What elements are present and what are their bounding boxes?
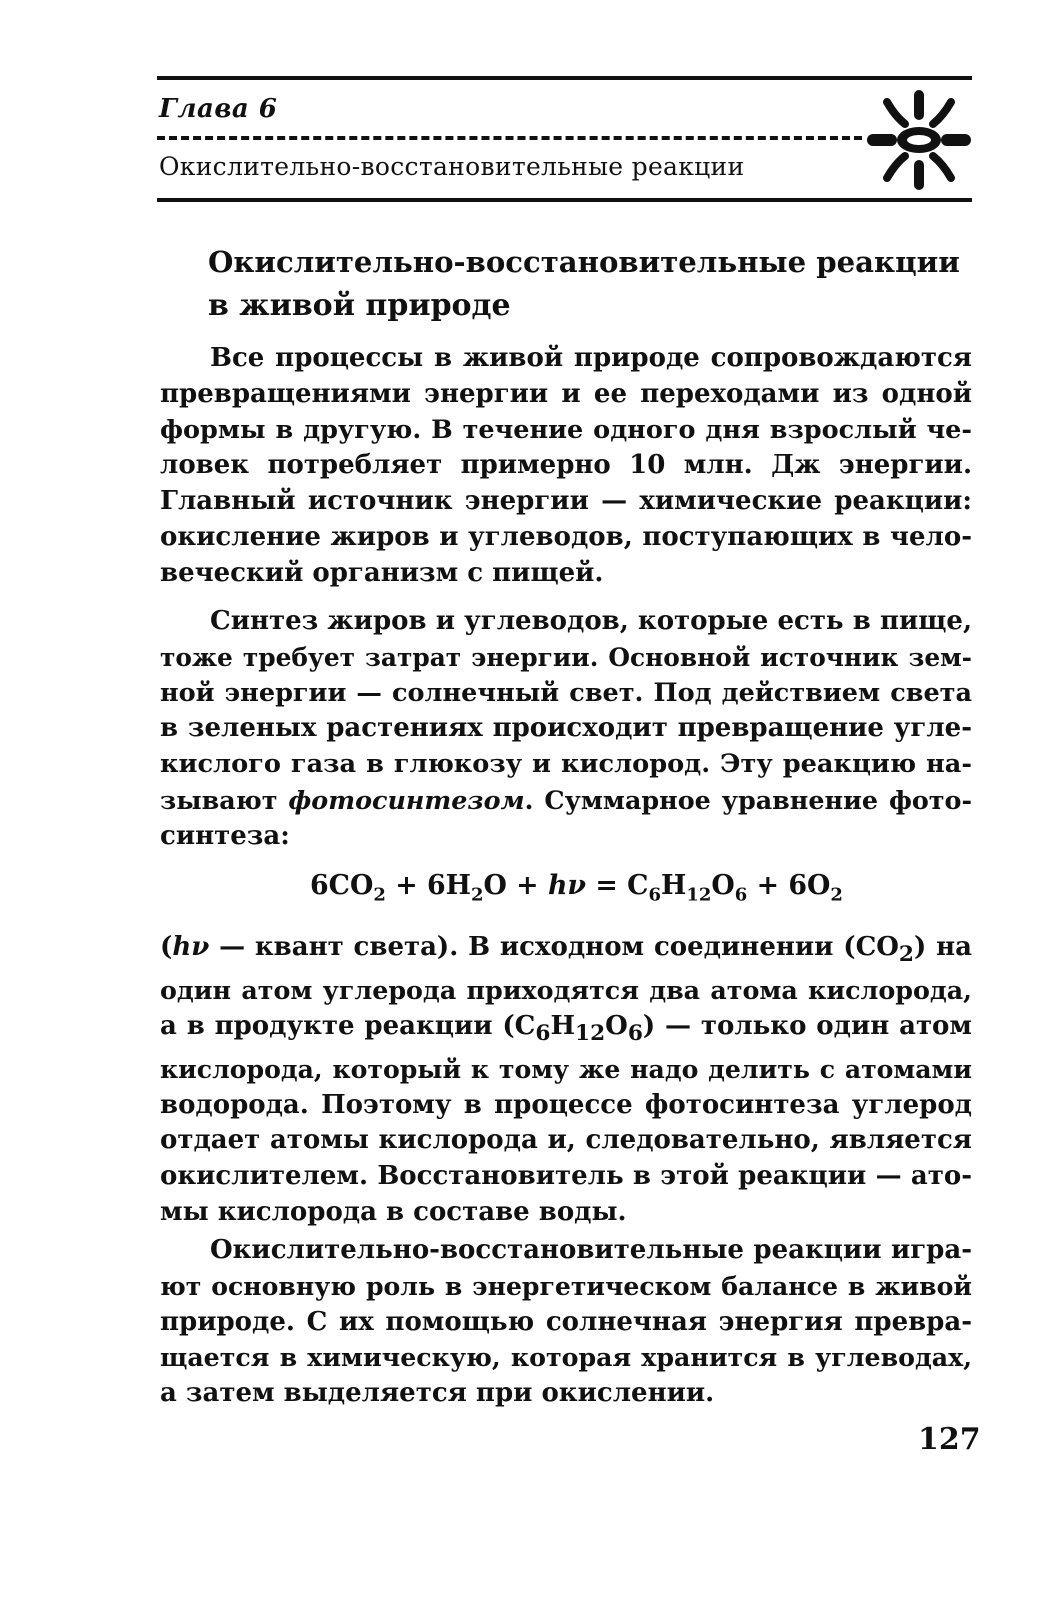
chapter-label: Глава 6 <box>159 94 278 124</box>
text-line <box>160 1009 972 1052</box>
formula-quantum: hν <box>547 870 587 901</box>
text-line: а затем выделяется при окислении. <box>160 1378 715 1409</box>
header-bottom-rule <box>157 198 972 202</box>
formula-subscript: 6 <box>734 884 748 906</box>
text-fragment: H <box>550 1010 576 1041</box>
text-line: формы в другую. В течение одного дня взрослый че- <box>160 414 972 445</box>
text-line: окисление жиров и углеводов, поступающих в чело- <box>160 521 972 552</box>
text-line: мы кислорода в составе воды. <box>160 1196 627 1227</box>
heading-line-2: в живой природе <box>208 288 511 323</box>
text-line: Все процессы в живой природе сопровождаются <box>210 343 972 373</box>
photosynthesis-equation <box>310 870 870 905</box>
formula-part: = C <box>586 870 649 901</box>
section-title: Окислительно-восстановительные реакции <box>159 152 745 181</box>
text-line <box>160 783 972 819</box>
paragraph-3 <box>160 930 972 1231</box>
text-line: ют основную роль в энергетическом балансе в живой <box>160 1270 972 1301</box>
text-fragment: ) — только один атом <box>642 1010 972 1041</box>
header-dashed-rule <box>157 136 862 140</box>
text-line: щается в химическую, которая хранится в углеводах, <box>160 1342 972 1373</box>
formula-part: H <box>661 870 687 901</box>
formula-subscript: 2 <box>830 884 843 906</box>
formula-subscript: 2 <box>898 942 914 968</box>
formula-part: + 6O <box>747 870 831 901</box>
text-line: тоже требует затрат энергии. Основной источник зем- <box>160 642 972 672</box>
formula-subscript: 6 <box>648 884 661 906</box>
text-line: в зеленых растениях происходит превращение угле- <box>160 713 972 744</box>
paragraph-2 <box>160 604 972 855</box>
term-photosynthesis: фотосинтезом <box>288 784 525 815</box>
text-fragment: ) на <box>914 932 972 962</box>
text-line: природе. С их помощью солнечная энергия превра- <box>160 1306 972 1337</box>
text-line: синтеза: <box>160 820 290 851</box>
text-fragment: . Суммарное уравнение фото- <box>524 784 972 815</box>
text-line: ловек потребляет примерно 10 млн. Дж энергии. <box>160 450 972 481</box>
formula-subscript: 2 <box>373 884 386 906</box>
formula-subscript: 2 <box>470 884 484 906</box>
text-line: кислорода, который к тому же надо делить с атомами <box>160 1053 972 1084</box>
formula-part: O <box>711 870 735 901</box>
header-top-rule <box>157 76 972 80</box>
article-heading <box>208 240 968 328</box>
text-line: водорода. Поэтому в процессе фотосинтеза углерод <box>160 1089 972 1120</box>
text-fragment: O <box>605 1010 628 1041</box>
text-line: кислого газа в глюкозу и кислород. Эту реакцию на- <box>160 749 972 780</box>
running-header <box>157 76 972 204</box>
paragraph-4 <box>160 1233 972 1412</box>
formula-subscript: 6 <box>535 1020 551 1046</box>
text-fragment: — квант света). В исходном соединении (CO <box>209 932 899 962</box>
formula-part: 6CO <box>310 870 374 901</box>
formula-quantum: hν <box>172 932 210 962</box>
text-line: Синтез жиров и углеводов, которые есть в пище, <box>210 606 972 636</box>
text-line: (hν — квант света). В исходном соединении $(CO_2)$ на <box>160 932 972 968</box>
text-line: веческий организм с пищей. <box>160 557 604 588</box>
heading-line-1: Окислительно-восстановительные реакции <box>208 245 960 279</box>
text-line: окислителем. Восстановитель в этой реакции — ато- <box>160 1161 972 1192</box>
text-line: ной энергии — солнечный свет. Под действием света <box>160 677 972 708</box>
text-line: Главный источник энергии — химические реакции: <box>160 486 972 517</box>
text-line: один атом углерода приходятся два атома кислорода, <box>160 974 972 1005</box>
page-number: 127 <box>918 1422 981 1457</box>
formula-subscript: 6 <box>627 1020 643 1046</box>
text-line: Окислительно-восстановительные реакции игра- <box>210 1235 972 1265</box>
paragraph-1 <box>160 341 972 592</box>
text-fragment: а в продукте реакции (C <box>160 1010 536 1041</box>
text-fragment: зывают <box>160 784 289 815</box>
formula-subscript: 12 <box>575 1020 606 1046</box>
formula-part: O + <box>483 870 548 901</box>
text-line: отдает атомы кислорода и, следовательно, является <box>160 1125 972 1156</box>
formula-subscript: 12 <box>686 884 712 906</box>
sun-flower-ornament-icon <box>865 86 973 194</box>
formula-part: + 6H <box>385 870 471 901</box>
text-line: превращениями энергии и ее переходами из одной <box>160 378 972 409</box>
